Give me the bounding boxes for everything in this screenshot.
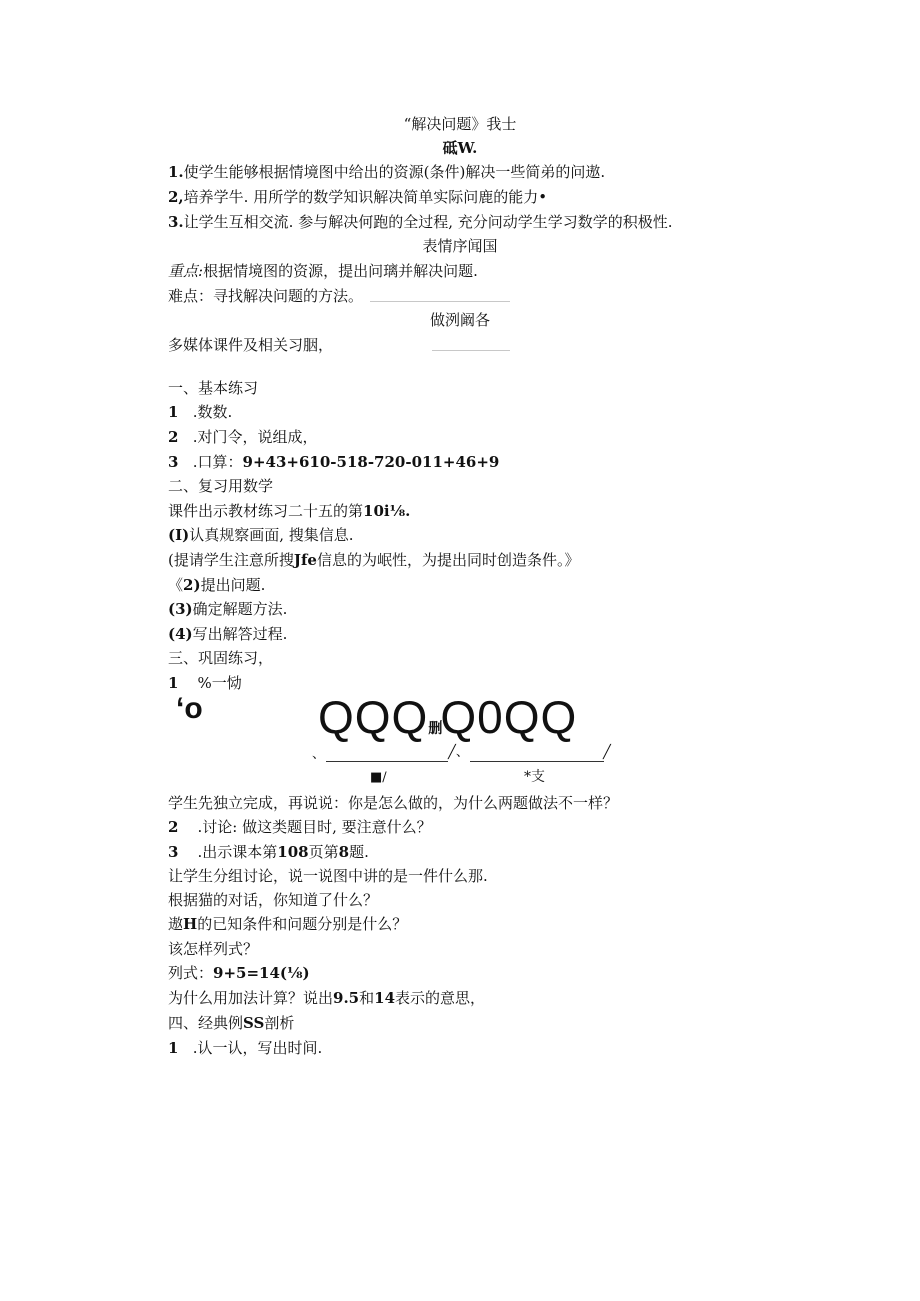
part4-item-1: 1 .认一认，写出时间. — [168, 1039, 323, 1057]
answer-blank-line — [326, 761, 448, 762]
key-point: 重点:根据情境图的资源，提出问璃并解决问题. — [168, 262, 478, 280]
section-prep-heading: 做洌阚各 — [429, 311, 490, 329]
rule-divider — [370, 301, 510, 302]
part3-item-2: 2 .讨论: 做这类题目时, 要注意什么？ — [168, 818, 432, 836]
part1-item-2: 2 .对门令，说组成， — [168, 428, 318, 446]
goal-1: 1.使学生能够根据情境图中给出的资源(条件)解决一些简弟的问遨. — [168, 163, 606, 181]
figure-label-right: *支 — [524, 769, 545, 785]
part1-item-3: 3 .口算：9+43+610-518-720-011+46+9 — [168, 453, 500, 471]
figure-separator: ╱、 — [448, 745, 469, 760]
prep-text: 多媒体课件及相关习胭， — [168, 336, 334, 354]
document-title: “解决问题》我士 — [403, 115, 517, 133]
formula-line: 列式：9+5=14(⅛) — [168, 964, 310, 982]
part4-title: 四、经典例SS剖析 — [168, 1014, 295, 1032]
part2-note: (提请学生注意所搜Jfe信息的为岷性，为提出同时创造条件。》 — [168, 551, 580, 569]
goal-3: 3.让学生互相交流. 参与解决何跑的全过程, 充分问动学生学习数学的积极性. — [168, 213, 673, 231]
figure-separator: ╱ — [603, 745, 611, 760]
figure-quote-mark: ‘o — [176, 692, 203, 725]
part2-title: 二、复习用数学 — [168, 477, 274, 495]
difficulty-point: 难点：寻找解决问题的方法。 — [168, 287, 364, 305]
part3-after: 学生先独立完成，再说说：你是怎么做的，为什么两题做法不一样？ — [168, 794, 619, 812]
discuss-line-3: 遨H的已知条件和问题分别是什么？ — [168, 915, 408, 933]
part3-item-3: 3 .出示课本第108页第8题. — [168, 843, 369, 861]
figure-separator: 、 — [312, 747, 326, 762]
part1-item-1: 1 .数数. — [168, 403, 233, 421]
answer-blank-line — [470, 761, 604, 762]
part2-step-4: (4)写出解答过程. — [168, 625, 288, 643]
part3-title: 三、巩固练习， — [168, 649, 274, 667]
part2-step-1: (I)认真规察画面, 搜集信息. — [168, 526, 354, 544]
discuss-line-2: 根据猫的对话，你知道了什么？ — [168, 891, 379, 909]
document-subtitle: 砥W. — [442, 139, 478, 157]
part3-item-1: 1 %一恸 — [168, 674, 242, 692]
section-keypoints-heading: 表情序闻国 — [422, 237, 498, 255]
why-line: 为什么用加法计算？说出9.5和14表示的意思， — [168, 989, 486, 1007]
part2-step-2: 《2)提出问题. — [168, 576, 266, 594]
goal-2: 2,培养学牛. 用所学的数学知识解决简单实际问鹿的能力• — [168, 188, 548, 206]
part1-title: 一、基本练习 — [168, 379, 259, 397]
discuss-line-1: 让学生分组讨论，说一说图中讲的是一件什么那. — [168, 867, 488, 885]
part2-line-1: 课件出示教材练习二十五的第10i⅛. — [168, 502, 411, 520]
figure-label-left: ■/ — [370, 770, 387, 785]
part2-step-3: (3)确定解题方法. — [168, 600, 288, 618]
figure-clock-faces: QQQ删Q0QQ — [318, 691, 578, 743]
rule-divider — [432, 350, 510, 351]
discuss-line-4: 该怎样列式？ — [168, 940, 259, 958]
